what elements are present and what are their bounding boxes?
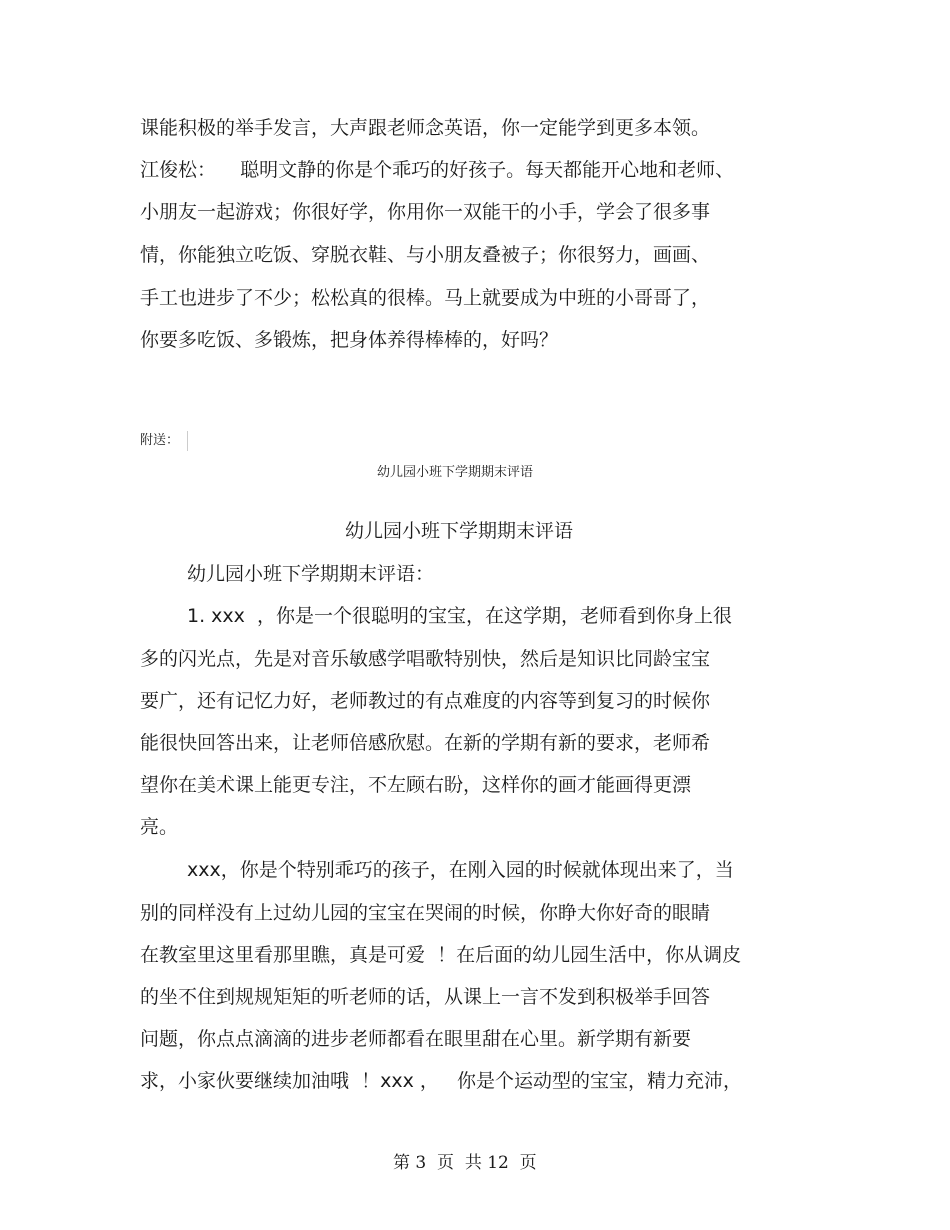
text-line: 能很快回答出来，让老师倍感欣慰。在新的学期有新的要求，老师希 — [140, 732, 711, 754]
text-line: 情，你能独立吃饭、穿脱衣鞋、与小朋友叠被子；你很努力，画画、 — [140, 244, 711, 266]
page-footer: 第 3 页 共 12 页 — [393, 1153, 537, 1173]
page-title: 幼儿园小班下学期期末评语 — [345, 520, 574, 542]
text-line: 江俊松： 聪明文静的你是个乖巧的好孩子。每天都能开心地和老师、 — [140, 159, 735, 181]
text-line: 问题，你点点滴滴的进步老师都看在眼里甜在心里。新学期有新要 — [140, 1028, 692, 1050]
text-line: 的坐不住到规规矩矩的听老师的话，从课上一言不发到积极举手回答 — [140, 986, 711, 1008]
small-title: 幼儿园小班下学期期末评语 — [377, 465, 534, 480]
text-line: 多的闪光点，先是对音乐敏感学唱歌特别快，然后是知识比同龄宝宝 — [140, 648, 711, 670]
text-line: 亮。 — [140, 816, 179, 838]
intro-line: 幼儿园小班下学期期末评语： — [187, 563, 435, 585]
text-line: 求，小家伙要继续加油哦 ！xxx ， 你是个运动型的宝宝，精力充沛， — [140, 1070, 742, 1092]
text-line: xxx，你是个特别乖巧的孩子，在刚入园的时候就体现出来了，当 — [187, 859, 734, 881]
text-line: 手工也进步了不少；松松真的很棒。马上就要成为中班的小哥哥了， — [140, 287, 711, 309]
text-line: 1. xxx ，你是一个很聪明的宝宝，在这学期，老师看到你身上很 — [187, 605, 732, 627]
text-line: 你要多吃饭、多锻炼，把身体养得棒棒的，好吗？ — [140, 329, 559, 351]
text-line: 别的同样没有上过幼儿园的宝宝在哭闹的时候，你睁大你好奇的眼睛 — [140, 902, 711, 924]
text-line: 小朋友一起游戏；你很好学，你用你一双能干的小手，学会了很多事 — [140, 201, 711, 223]
text-line: 要广，还有记忆力好，老师教过的有点难度的内容等到复习的时候你 — [140, 690, 711, 712]
divider — [187, 431, 188, 451]
text-line: 课能积极的举手发言，大声跟老师念英语，你一定能学到更多本领。 — [140, 117, 711, 139]
text-line: 望你在美术课上能更专注，不左顾右盼，这样你的画才能画得更漂 — [140, 774, 692, 796]
attachment-label: 附送： — [140, 433, 180, 448]
text-line: 在教室里这里看那里瞧，真是可爱 ！在后面的幼儿园生活中，你从调皮 — [140, 944, 742, 966]
